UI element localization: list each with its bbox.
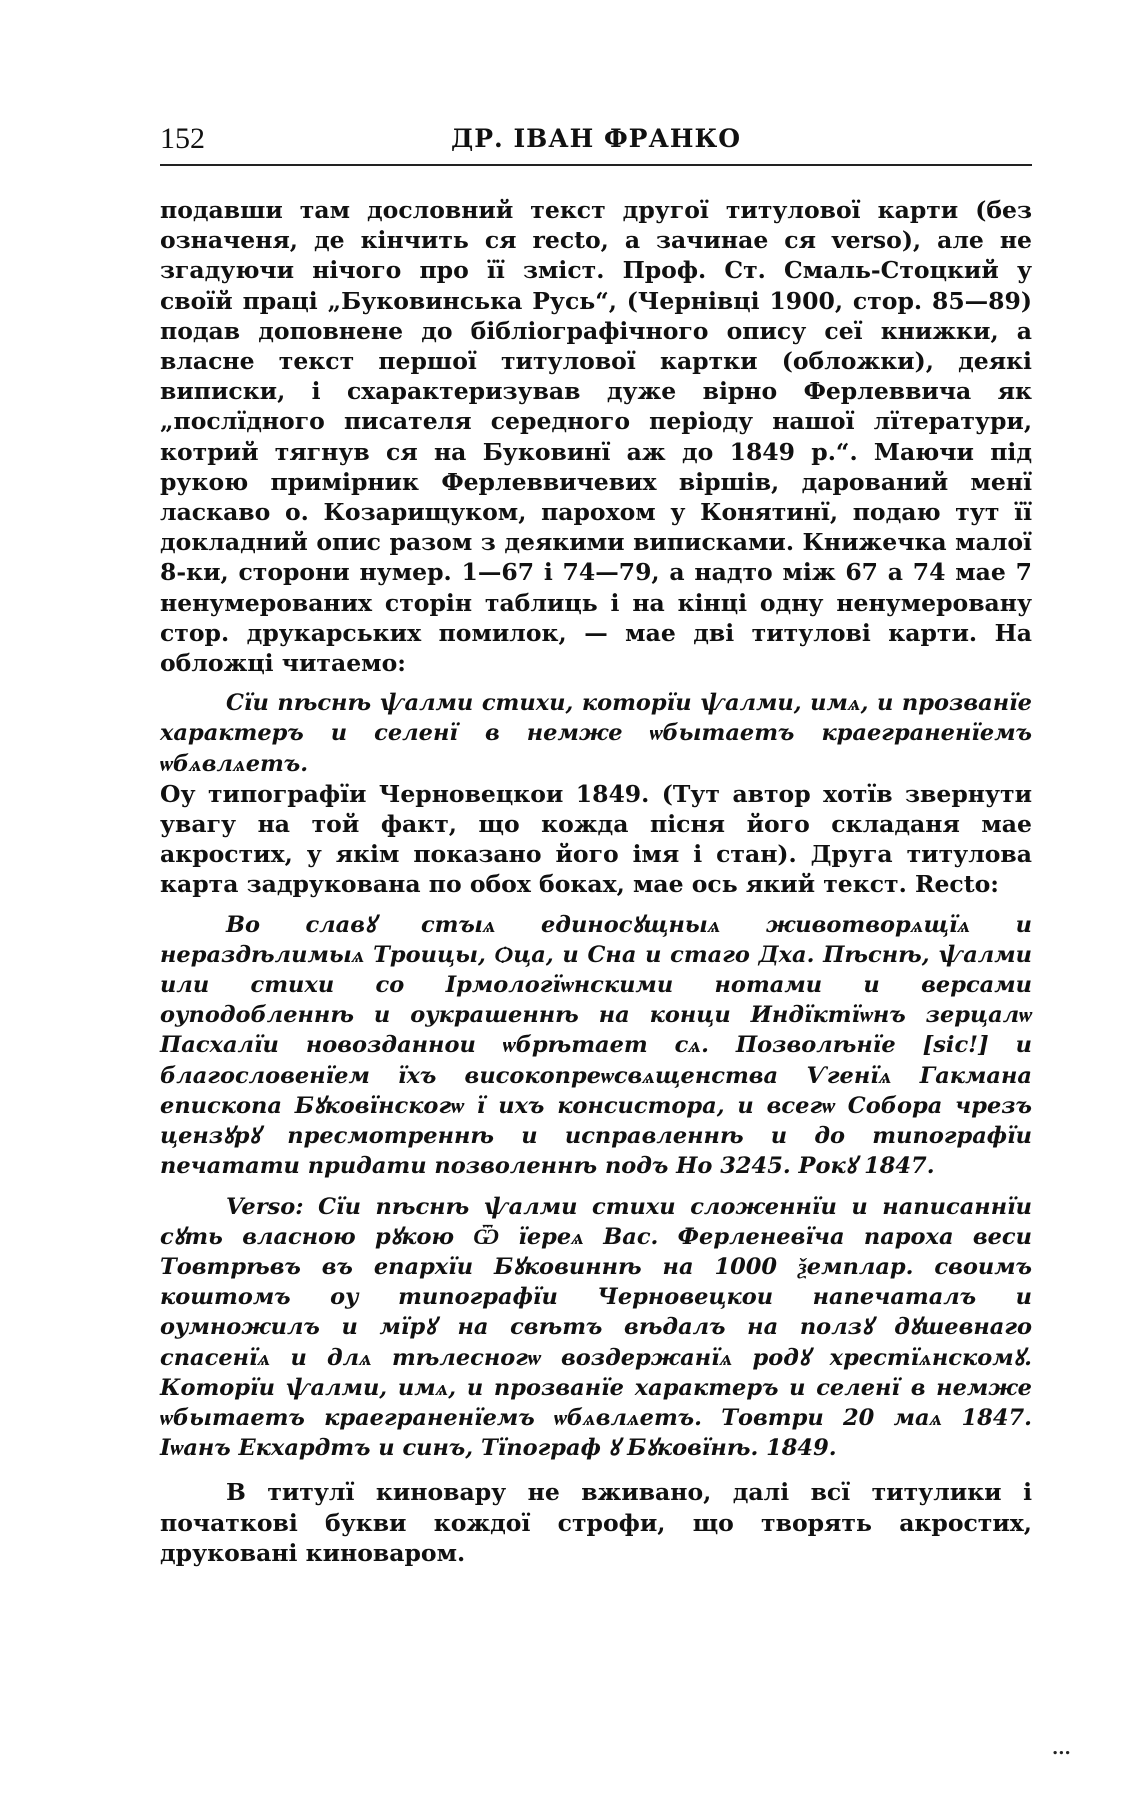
page-body — [160, 195, 1032, 1568]
page-number: 152 — [160, 122, 205, 155]
page-header — [160, 118, 1032, 166]
recto-quote: Во славꙋ стꙑѧ единосꙋщныѧ животворѧщїѧ и нераздѣлимыѧ Троицы, Ѻца, и Сна и стаго Дха. Пѣснѣ, ѱалми или стихи со Ірмологїѡнскими нотами и версами оуподобленнѣ и оукрашеннѣ на конци Индїктїѡнъ зерцалѡ Пасхалїи новозданнои ѡбрѣтает сѧ. Позволѣнїе [sic!] и благословенїем їхъ високопреѡсвѧщенства Ѵгенїѧ Гакмана епископа Бꙋковїнскогѡ ї ихъ консистора, и всегѡ Собора чрезъ цензꙋрꙋ пресмотреннѣ и исправленнѣ и до типографїи печатати придати позволеннѣ подъ Но 3245. Рокꙋ 1847. — [160, 911, 1032, 1180]
verso-quote: Verso: Сїи пѣснѣ ѱалми стихи сложеннїи и написаннїи сꙋть власною рꙋкою Ѿ їереѧ Вас. Ферленевїча пароха веси Товтрѣвъ въ епархїи Бꙋковиннѣ на 1000 ѯемплар. своимъ коштомъ оу типографїи Черновецкои напечаталъ и оумножилъ и мїрꙋ на свѣтъ вѣдалъ на ползꙋ дꙋшевнаго спасенїѧ и длѧ тѣлесногѡ воздержанїѧ родꙋ хрестїѧнскомꙋ. Которїи ѱалми, имѧ, и прозванїе характеръ и селенї в немже ѡбытаетъ краеграненїемъ ѡбѧвлѧетъ. Товтри 20 маѧ 1847. Іѡанъ Екхардтъ и синъ, Тїпограф ꙋ Бꙋковїнѣ. 1849. — [160, 1193, 1032, 1462]
paragraph-intro: подавши там дословний текст другої титулової карти (без означеня, де кінчить ся recto, а зачинае ся verso), але не згадуючи нічого про її зміст. Проф. Ст. Смаль-Стоцкий у своїй праці „Буковинська Русь“, (Чернівці 1900, стор. 85—89) подав доповнене до бібліографічного опису сеї книжки, а власне текст першої титулової картки (обложки), деякі виписки, і схарактеризував дуже вірно Ферлеввича як „послїдного писателя середного періоду нашої лїтератури, котрий тягнув ся на Буковинї аж до 1849 р.“. Маючи під рукою примірник Ферлеввичевих віршів, дарований менї ласкаво о. Козарищуком, парохом у Конятинї, подаю тут її докладний опис разом з деякими виписками. Книжечка малої 8-ки, сторони нумер. 1—67 і 74—79, а надто між 67 а 74 мае 7 ненумерованих сторін таблиць і на кінці одну ненумеровану стор. друкарських помилок, — мае дві титулові карти. На обложці читаемо: — [160, 196, 1032, 678]
footer-mark: ... — [1052, 1738, 1071, 1759]
paragraph-second-title: Оу типографїи Черновецкои 1849. (Тут автор хотїв звернути увагу на той факт, що кожда пісня його складаня мае акростих, у якім показано його імя і стан). Друга титулова карта задрукована по обох боках, мае ось який текст. Recto: — [160, 779, 1032, 899]
running-title: ДР. ІВАН ФРАНКО — [451, 124, 741, 153]
cover-title-quote: Сїи пѣснѣ ѱалми стихи, которїи ѱалми, имѧ, и прозванїе характеръ и селенї в немже ѡбытаетъ краеграненїемъ ѡбѧвлѧетъ. — [160, 690, 1032, 777]
paragraph-closing: В титулї киновару не вживано, далі всї титулики і початкові букви кождої строфи, що творять акростих, друковані киноваром. — [160, 1478, 1032, 1567]
